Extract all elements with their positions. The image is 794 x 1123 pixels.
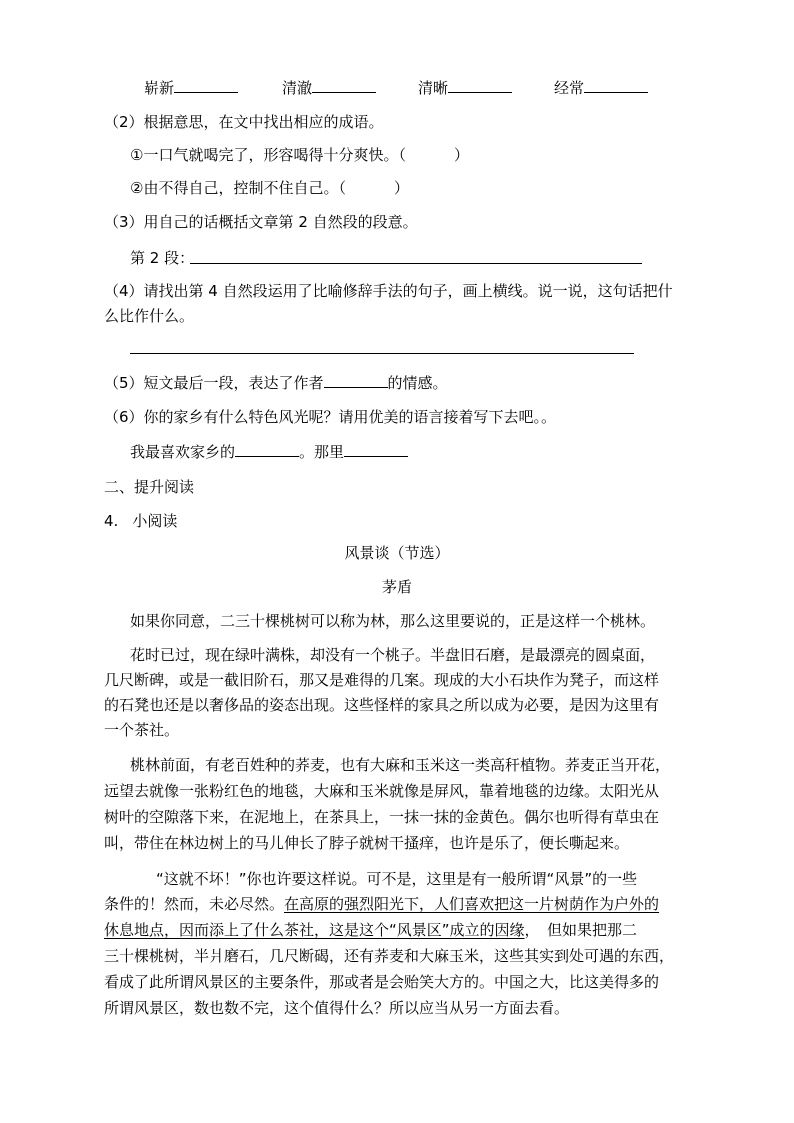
- word-4: 经常: [554, 79, 585, 97]
- question-4-line-2: 么比作什么。: [104, 307, 195, 325]
- question-6-answer: [130, 442, 408, 462]
- question-2-title: （2）根据意思，在文中找出相应的成语。: [104, 113, 384, 131]
- answer-blank[interactable]: [324, 373, 388, 388]
- paragraph-3-line: 树叶的空隙落下来，在泥地上，在茶具上，一抹一抹的金黄色。偶尔也听得有草虫在: [104, 808, 660, 826]
- answer-blank[interactable]: [584, 78, 648, 93]
- question-number: 4.: [104, 512, 119, 530]
- question-4-heading: [104, 511, 177, 531]
- section-heading: 二、提升阅读: [104, 478, 195, 496]
- answer-line[interactable]: [190, 263, 642, 264]
- paragraph-2-line: 的石凳也还是以奢侈品的姿态出现。这些怪样的家具之所以成为必要，是因为这里有: [104, 696, 660, 714]
- question-3-label: 第 2 段：: [130, 249, 195, 267]
- answer-line[interactable]: [130, 353, 634, 354]
- answer-blank[interactable]: [344, 442, 408, 457]
- article-title: 风景谈（节选）: [344, 544, 450, 562]
- paragraph-4-line: 所谓风景区，数也数不完，这个值得什么？所以应当从另一方面去看。: [104, 999, 570, 1017]
- item-text: ①一口气就喝完了，形容喝得十分爽快。（: [130, 146, 406, 164]
- paragraph-4-line: 三十棵桃树，半爿磨石，几尺断碣，还有荞麦和大麻玉米，这些其实到处可遇的东西，: [104, 947, 675, 965]
- paragraph-3-line: 叫，带住在林边树上的马儿伸长了脖子就树干搔痒，也许是乐了，便长嘶起来。: [104, 834, 630, 852]
- close-paren: ）: [393, 179, 409, 197]
- article-author: 茅盾: [381, 578, 412, 596]
- question-2-item-2: [130, 178, 409, 198]
- answer-blank[interactable]: [235, 442, 299, 457]
- paragraph-3-line: 桃林前面，有老百姓种的荞麦，也有大麻和玉米这一类高秆植物。荞麦正当开花，: [130, 756, 671, 774]
- paragraph-3-line: 远望去就像一张粉红色的地毯，大麻和玉米就像是屏风，靠着地毯的边缘。太阳光从: [104, 782, 660, 800]
- q5-text: （5）短文最后一段，表达了作者: [104, 374, 324, 392]
- word-blank-row: [144, 78, 238, 98]
- paragraph-4-line: [104, 920, 637, 940]
- question-label: 小阅读: [132, 512, 178, 530]
- question-6-title: （6）你的家乡有什么特色风光呢？请用优美的语言接着写下去吧。。: [104, 408, 557, 426]
- underlined-sentence: 休息地点，因而添上了什么茶社，这是这个“风景区”成立的因缘: [104, 921, 525, 939]
- paragraph-4-line: [104, 894, 659, 914]
- question-2-item-1: [130, 145, 469, 165]
- close-paren: ）: [453, 146, 469, 164]
- word-1: 崭新: [144, 79, 175, 97]
- q6-text: 。那里: [299, 443, 345, 461]
- word-2: 清澈: [282, 79, 313, 97]
- paragraph-1: 如果你同意，二三十棵桃树可以称为林，那么这里要说的，正是这样一个桃林。: [130, 612, 656, 630]
- word-3: 清晰: [418, 79, 449, 97]
- underlined-sentence: 在高原的强烈阳光下，人们喜欢把这一片树荫作为户外的: [284, 895, 660, 913]
- question-4-line-1: （4）请找出第 4 自然段运用了比喻修辞手法的句子，画上横线。说一说，这句话把什: [104, 282, 673, 300]
- paragraph-4-line: “这就不坏！”你也许要这样说。可不是，这里是有一般所谓“风景”的一些: [156, 870, 638, 888]
- item-text: ②由不得自己，控制不住自己。（: [130, 179, 346, 197]
- paragraph-2-line: 几尺断碑，或是一截旧阶石，那又是难得的几案。现成的大小石块作为凳子，而这样: [104, 671, 660, 689]
- q5-text: 的情感。: [387, 374, 448, 392]
- paragraph-2-line: 一个茶社。: [104, 721, 180, 739]
- answer-blank[interactable]: [174, 78, 238, 93]
- question-3-title: （3）用自己的话概括文章第 2 自然段的段意。: [104, 213, 418, 231]
- answer-blank[interactable]: [448, 78, 512, 93]
- plain-text: ， 但如果把那二: [524, 921, 638, 939]
- plain-text: 条件的！然而，未必尽然。: [104, 895, 285, 913]
- question-5: [104, 373, 448, 393]
- answer-blank[interactable]: [312, 78, 376, 93]
- paragraph-2-line: 花时已过，现在绿叶满株，却没有一个桃子。半盘旧石磨，是最漂亮的圆桌面，: [130, 646, 656, 664]
- q6-text: 我最喜欢家乡的: [130, 443, 236, 461]
- paragraph-4-line: 看成了此所谓风景区的主要条件，那或者是会贻笑大方的。中国之大，比这美得多的: [104, 973, 660, 991]
